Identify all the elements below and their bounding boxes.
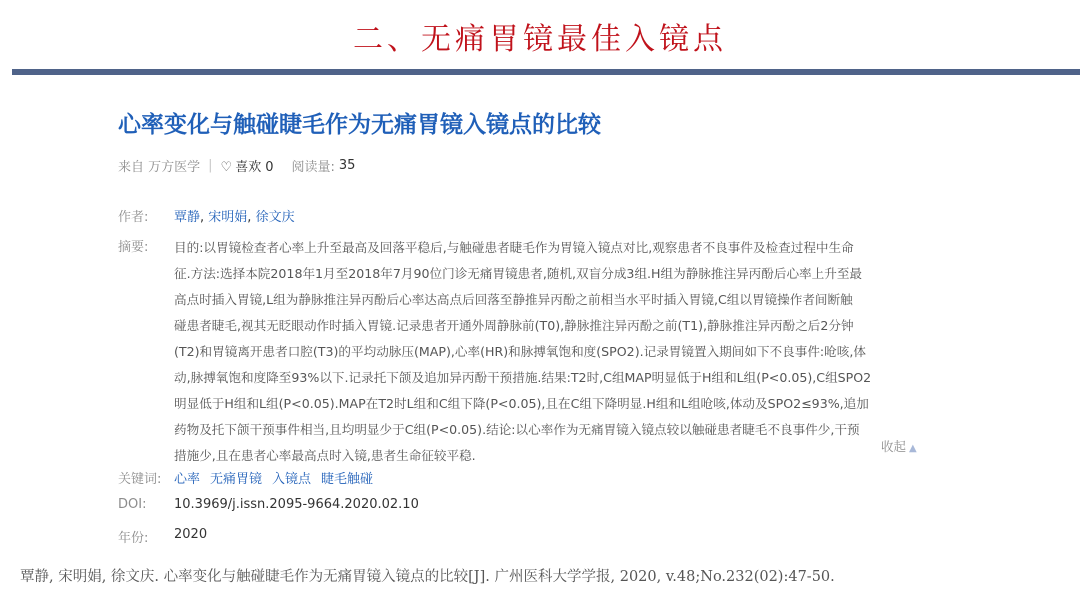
authors-list: 覃静, 宋明娟, 徐文庆 bbox=[174, 210, 295, 225]
keywords-label: 关键词: bbox=[118, 472, 162, 487]
keyword-link[interactable]: 心率 bbox=[174, 472, 201, 487]
year-label: 年份: bbox=[118, 531, 149, 546]
slide-title: 二、无痛胃镜最佳入镜点 bbox=[353, 22, 727, 57]
meta-separator: | bbox=[208, 157, 213, 173]
collapse-label: 收起 bbox=[881, 439, 907, 454]
article-title[interactable]: 心率变化与触碰睫毛作为无痛胃镜入镜点的比较 bbox=[118, 112, 601, 138]
doi-row bbox=[118, 497, 419, 512]
keywords-row bbox=[118, 468, 383, 487]
title-divider bbox=[12, 69, 1080, 75]
abstract-line: 药物及托下颌干预事件相当,且均明显少于C组(P<0.05).结论:以心率作为无痛胃镜入镜点较以触碰患者睫毛不良事件少,干预 bbox=[174, 422, 860, 437]
article-meta bbox=[118, 155, 938, 175]
abstract-line: 碰患者睫毛,视其无眨眼动作时插入胃镜.记录患者开通外周静脉前(T0),静脉推注异丙酚之前(T1),静脉推注异丙酚之后2分钟 bbox=[174, 318, 854, 333]
doi-label: DOI: bbox=[118, 497, 147, 512]
source-label: 来自 万方医学 bbox=[118, 159, 201, 175]
citation-text: 覃静, 宋明娟, 徐文庆. 心率变化与触碰睫毛作为无痛胃镜入镜点的比较[J]. 广州医科大学学报, 2020, v.48;No.232(02):47-50. bbox=[20, 569, 835, 585]
keywords-list bbox=[174, 468, 383, 487]
authors-row bbox=[118, 206, 295, 225]
abstract-line: 征.方法:选择本院2018年1月至2018年7月90位门诊无痛胃镜患者,随机,双盲分成3组.H组为静脉推注异丙酚后心率上升至最 bbox=[174, 266, 863, 281]
like-label: 喜欢 bbox=[235, 159, 262, 175]
like-button[interactable] bbox=[221, 156, 274, 175]
abstract-label: 摘要: bbox=[118, 240, 149, 255]
author-link[interactable]: 徐文庆 bbox=[255, 210, 295, 225]
abstract-line: 明显低于H组和L组(P<0.05).MAP在T2时L组和C组下降(P<0.05),且在C组下降明显.H组和L组呛咳,体动及SPO2≤93%,追加 bbox=[174, 396, 869, 411]
author-link[interactable]: 覃静 bbox=[174, 210, 201, 225]
author-link[interactable]: 宋明娟 bbox=[208, 210, 248, 225]
abstract-line: 高点时插入胃镜,L组为静脉推注异丙酚后心率达高点后回落至静推异丙酚之前相当水平时插入胃镜,C组以胃镜操作者间断触 bbox=[174, 292, 853, 307]
abstract-line: 动,脉搏氧饱和度降至93%以下.记录托下颌及追加异丙酚干预措施.结果:T2时,C组MAP明显低于H组和L组(P<0.05),C组SPO2 bbox=[174, 370, 872, 385]
read-count: 35 bbox=[338, 157, 356, 173]
keyword-link[interactable]: 入镜点 bbox=[272, 472, 312, 487]
article-card bbox=[118, 95, 938, 546]
abstract-line: 目的:以胃镜检查者心率上升至最高及回落平稳后,与触碰患者睫毛作为胃镜入镜点对比,观察患者不良事件及检查过程中生命 bbox=[174, 240, 854, 255]
abstract-line: (T2)和胃镜离开患者口腔(T3)的平均动脉压(MAP),心率(HR)和脉搏氧饱和度(SPO2).记录胃镜置入期间如下不良事件:呛咳,体 bbox=[174, 344, 866, 359]
read-label: 阅读量: bbox=[291, 159, 335, 175]
keyword-link[interactable]: 无痛胃镜 bbox=[210, 472, 263, 487]
heart-icon: ♡ bbox=[220, 159, 233, 175]
chevron-up-icon: ▲ bbox=[909, 443, 917, 454]
year-value: 2020 bbox=[174, 527, 208, 542]
abstract-line: 措施少,且在患者心率最高点时入镜,患者生命征较平稳. bbox=[174, 448, 476, 463]
doi-value[interactable]: 10.3969/j.issn.2095-9664.2020.02.10 bbox=[174, 497, 419, 512]
abstract-row bbox=[118, 235, 938, 469]
collapse-button[interactable] bbox=[881, 437, 917, 455]
abstract-text bbox=[174, 235, 919, 469]
keyword-link[interactable]: 睫毛触碰 bbox=[321, 472, 374, 487]
like-count: 0 bbox=[265, 159, 274, 175]
authors-label: 作者: bbox=[118, 210, 149, 225]
year-row bbox=[118, 527, 207, 546]
